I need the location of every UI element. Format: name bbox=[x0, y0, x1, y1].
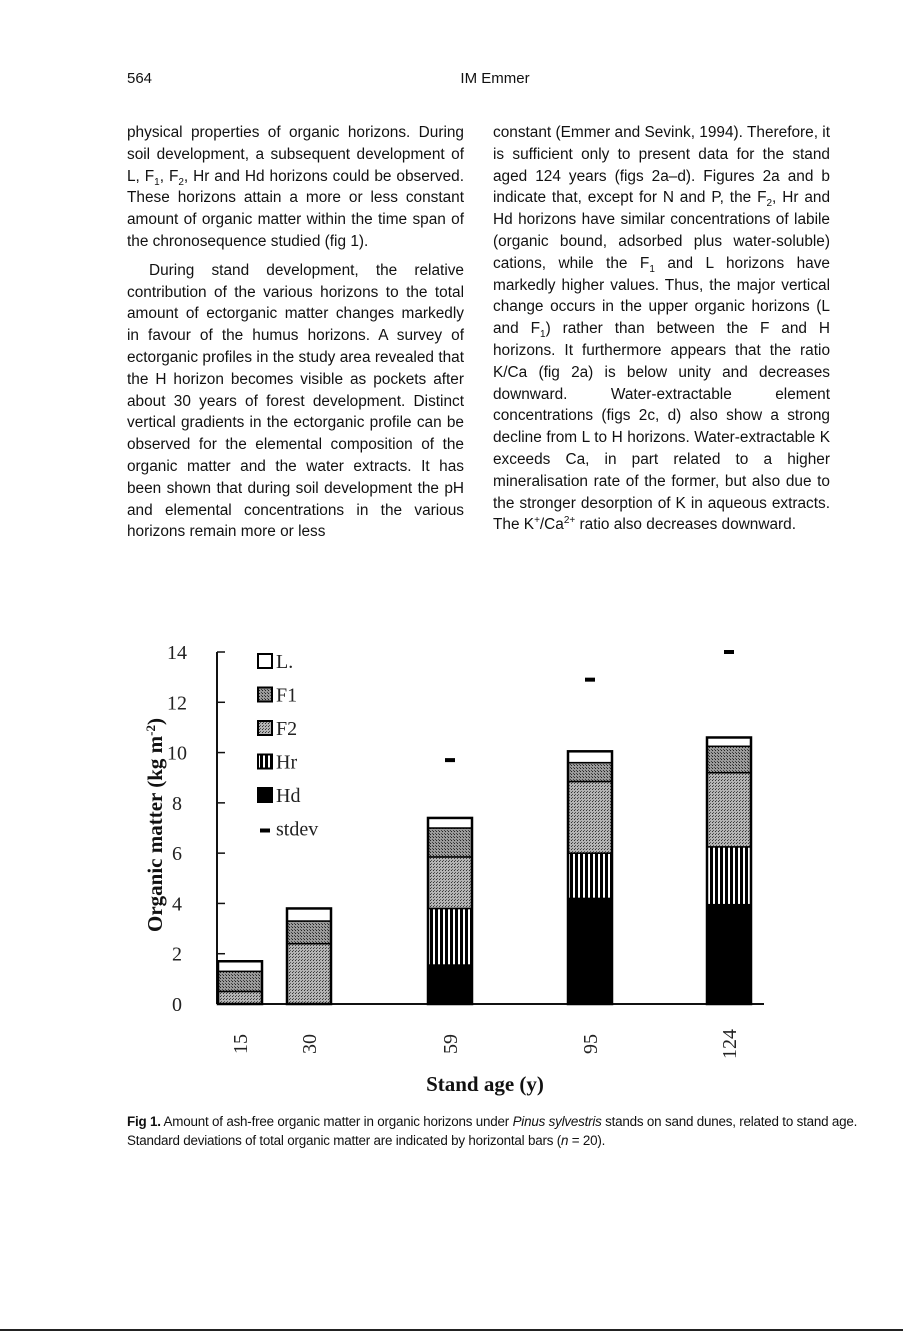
bar-95 bbox=[568, 678, 612, 1054]
segment-F2 bbox=[428, 857, 472, 909]
y-tick-label: 14 bbox=[167, 642, 187, 664]
bar-15 bbox=[218, 961, 262, 1054]
segment-F2 bbox=[707, 773, 751, 847]
svg-text:Hr: Hr bbox=[276, 751, 298, 774]
segment-L bbox=[287, 908, 331, 921]
right-column bbox=[493, 122, 830, 536]
segment-F1 bbox=[707, 746, 751, 772]
x-tick-label: 124 bbox=[719, 1029, 741, 1059]
legend-item-hd bbox=[258, 785, 300, 807]
x-tick-label: 59 bbox=[440, 1034, 462, 1054]
legend-item-hr bbox=[258, 752, 297, 774]
chart-bars bbox=[218, 650, 751, 1059]
figure-caption: Fig 1. Amount of ash-free organic matter in organic horizons under Pinus sylvestris stands on sand dunes, related to stand age. Standard deviations of total organic matter are indicated by horizontal bars (n = 20). bbox=[127, 1114, 858, 1149]
segment-F2 bbox=[218, 991, 262, 1004]
legend-item-stdev bbox=[260, 819, 318, 841]
y-axis-label: Organic matter (kg $m^{-2}$) bbox=[142, 718, 167, 932]
x-axis-label: Stand age (y) bbox=[426, 1072, 544, 1096]
segment-F2 bbox=[568, 781, 612, 853]
segment-Hr bbox=[428, 908, 472, 965]
legend-item-l bbox=[258, 651, 293, 673]
paragraph: physical properties of organic horizons. During soil development, a subsequent development of L, $F_1$, $F_2$, Hr and Hd horizons could be observed. These horizons attain a more or less constant amount of organic matter within the time span of the chronosequence studied (fig 1). bbox=[127, 124, 464, 250]
running-header bbox=[127, 70, 863, 90]
segment-F1 bbox=[287, 921, 331, 944]
y-tick-label: 2 bbox=[172, 943, 182, 966]
segment-Hd bbox=[707, 905, 751, 1004]
running-head-author: IM Emmer bbox=[460, 70, 530, 87]
y-tick-label: 6 bbox=[172, 843, 182, 866]
y-tick-label: 4 bbox=[172, 893, 182, 916]
segment-F1 bbox=[568, 763, 612, 782]
segment-L bbox=[428, 818, 472, 828]
segment-F1 bbox=[218, 971, 262, 991]
stdev-marker bbox=[445, 758, 455, 762]
segment-Hr bbox=[707, 847, 751, 905]
y-tick-label: 8 bbox=[172, 792, 182, 815]
figure-1 bbox=[100, 630, 820, 1100]
svg-text:Hd: Hd bbox=[276, 785, 301, 807]
bar-124 bbox=[707, 650, 751, 1059]
paragraph: During stand development, the relative contribution of the various horizons to the total amount of ectorganic matter changes markedly in favour of the humus horizons. A survey of ectorganic profiles in the study area revealed that the H horizon becomes visible as pockets after about 30 years of forest development. Distinct vertical gradients in the ectorganic profile can be observed for the elemental composition of the organic matter and the water extracts. It has been shown that during soil development the pH and elemental concentrations in the various horizons remain more or less bbox=[127, 261, 464, 541]
stacked-bar-chart bbox=[100, 630, 820, 1100]
paragraph: constant (Emmer and Sevink, 1994). Therefore, it is sufficient only to present data for the stand aged 124 years (figs 2a–d). Figures 2a and b indicate that, except for N and P, the $F_2$, Hr and Hd horizons have similar concentrations of labile (organic bound, adsorbed plus water-soluble) cations, while the $F_1$ and L horizons have markedly higher values. Thus, the major vertical change occurs in the upper organic horizons (L and $F_1$) rather than between the F and H horizons. It furthermore appears that the ratio K/Ca (fig 2a) is below unity and decreases downward. Water-extractable element concentrations (figs 2c, d) also show a strong decline from L to H horizons. Water-extractable K exceeds Ca, in part related to a higher mineralisation rate of the former, but also due to the stronger desorption of K in aqueous extracts. The $K^+/Ca^{2+}$ ratio also decreases downward. bbox=[493, 124, 831, 534]
segment-L bbox=[568, 751, 612, 762]
stdev-marker bbox=[724, 650, 734, 654]
chart-legend bbox=[258, 651, 318, 841]
segment-Hr bbox=[568, 853, 612, 898]
left-column bbox=[127, 122, 464, 543]
stdev-marker bbox=[585, 678, 595, 682]
segment-Hd bbox=[428, 965, 472, 1004]
bar-59 bbox=[428, 758, 472, 1054]
legend-item-f1 bbox=[258, 685, 297, 707]
legend-item-f2 bbox=[258, 718, 297, 740]
svg-text:L.: L. bbox=[276, 651, 294, 673]
svg-text:F1: F1 bbox=[276, 684, 298, 707]
page-number: 564 bbox=[127, 70, 153, 87]
segment-F1 bbox=[428, 828, 472, 857]
x-tick-label: 15 bbox=[230, 1034, 252, 1054]
y-tick-label: 12 bbox=[167, 692, 187, 715]
svg-text:F2: F2 bbox=[276, 718, 298, 740]
x-tick-label: 95 bbox=[580, 1034, 602, 1054]
segment-L bbox=[707, 737, 751, 746]
segment-L bbox=[218, 961, 262, 971]
bar-30 bbox=[287, 908, 331, 1054]
segment-Hd bbox=[568, 898, 612, 1004]
x-tick-label: 30 bbox=[299, 1034, 321, 1054]
svg-text:stdev: stdev bbox=[276, 818, 319, 841]
segment-F2 bbox=[287, 944, 331, 1004]
y-tick-label: 10 bbox=[167, 742, 187, 765]
y-tick-label: 0 bbox=[172, 994, 182, 1016]
